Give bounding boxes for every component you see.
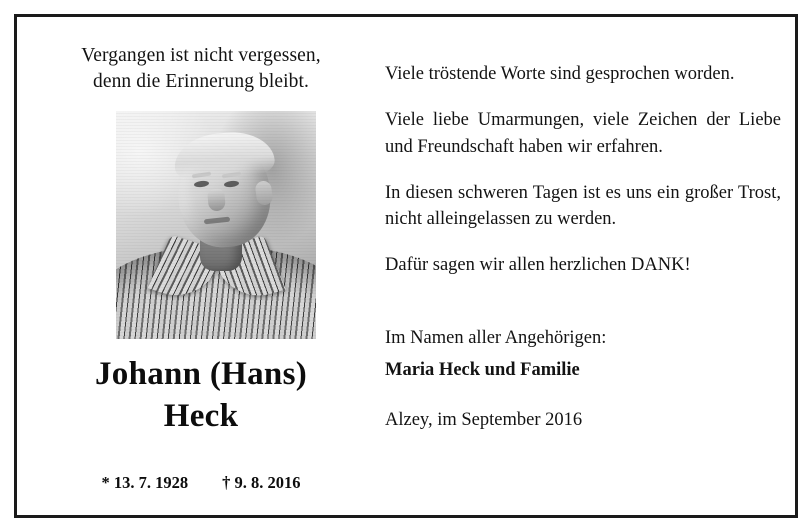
thanks-paragraph-1: Viele tröstende Worte sind gesprochen worden. xyxy=(385,64,735,84)
deceased-name xyxy=(31,353,371,437)
portrait-photo xyxy=(116,111,316,339)
life-dates xyxy=(31,473,371,493)
thanks-paragraph-2: Viele liebe Umarmungen, viele Zeichen der Liebe und Freundschaft haben wir erfahren. xyxy=(385,110,781,157)
right-column xyxy=(385,61,781,431)
deceased-name-line-2: Heck xyxy=(163,398,239,435)
on-behalf-label: Im Namen aller Angehörigen: xyxy=(385,327,607,348)
thanks-paragraph-4: Dafür sagen wir allen herzlichen DANK! xyxy=(385,255,691,276)
on-behalf-block xyxy=(385,325,781,385)
left-column xyxy=(31,33,371,503)
notice-content xyxy=(17,17,795,515)
portrait-nose xyxy=(207,188,226,211)
birth-date: * 13. 7. 1928 xyxy=(101,473,189,492)
deceased-name-line-1: Johann (Hans) xyxy=(94,356,308,392)
place-and-date: Alzey, im September 2016 xyxy=(385,410,583,431)
death-date: † 9. 8. 2016 xyxy=(222,473,301,492)
epitaph xyxy=(31,43,371,95)
epitaph-line-1: Vergangen ist nicht vergessen, xyxy=(81,45,321,66)
family-name: Maria Heck und Familie xyxy=(385,360,580,381)
portrait-image xyxy=(116,111,316,339)
thanks-paragraph-3: In diesen schweren Tagen ist es uns ein großer Trost, nicht alleingelassen zu werden. xyxy=(385,182,781,230)
notice-border-frame xyxy=(14,14,798,518)
epitaph-line-2: denn die Erinnerung bleibt. xyxy=(92,70,310,92)
